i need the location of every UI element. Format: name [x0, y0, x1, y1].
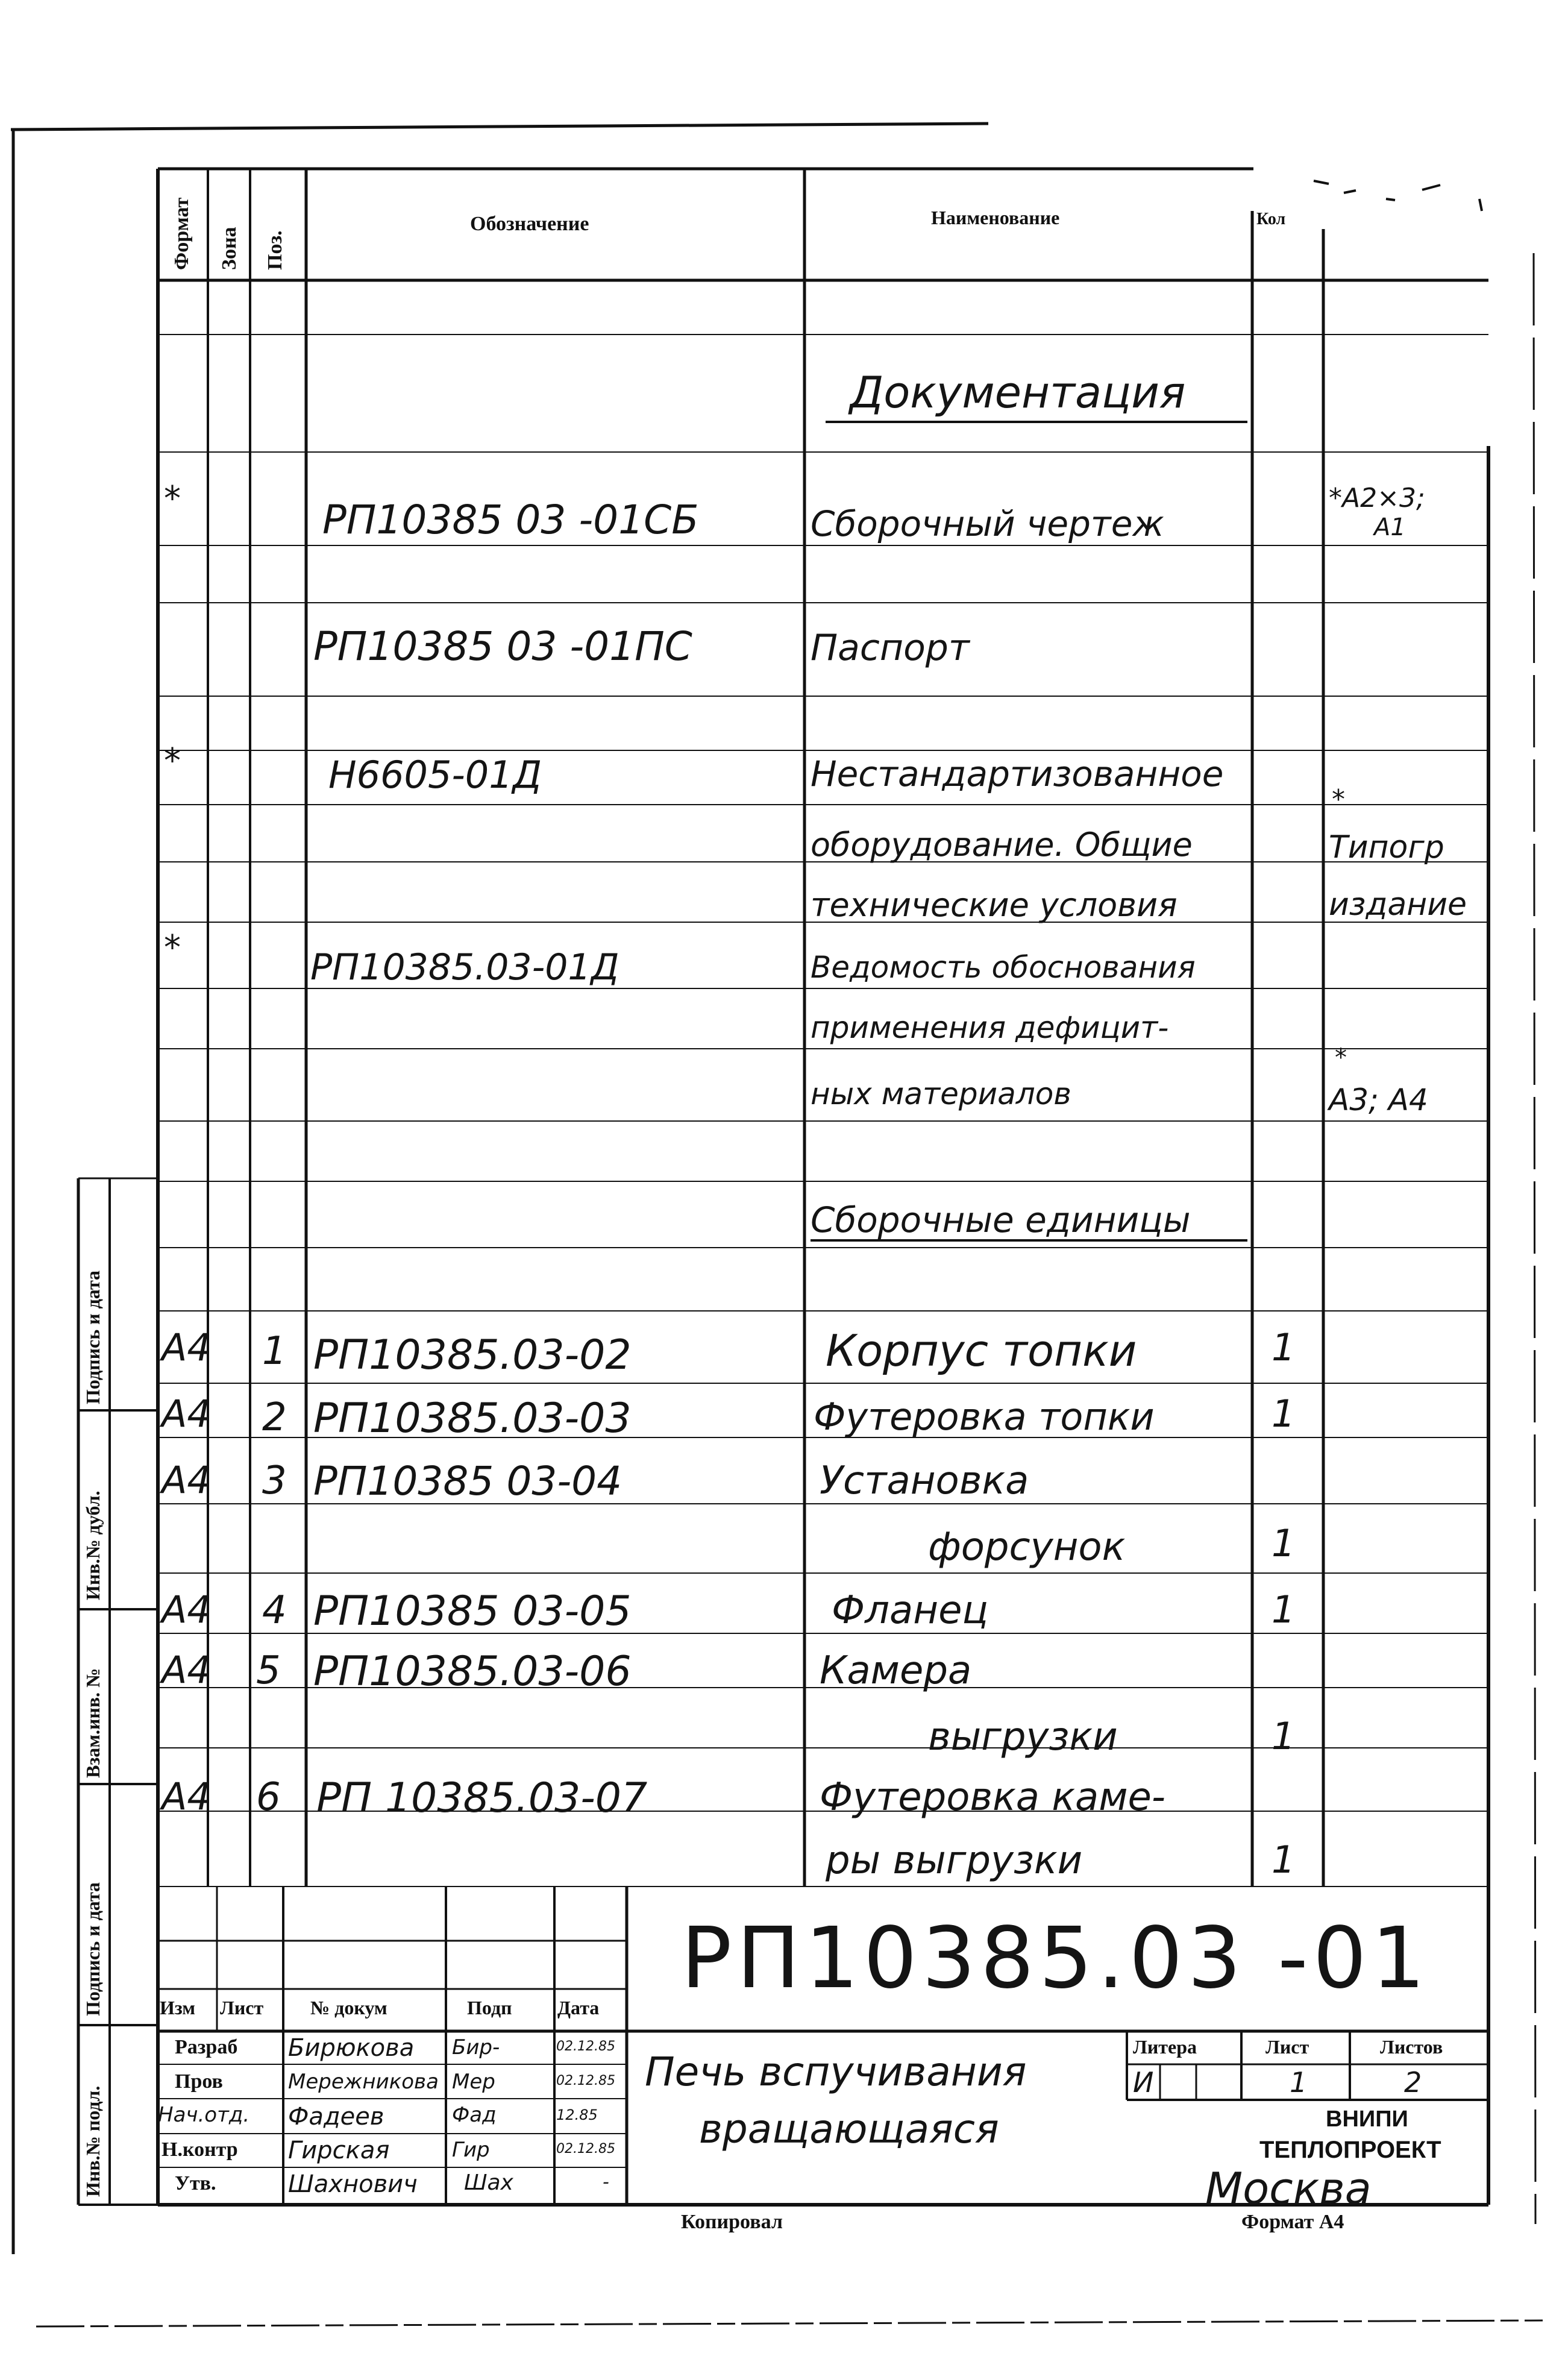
role-person: Шахнович [288, 2170, 418, 2198]
litera-value: И [1133, 2066, 1154, 2099]
assembly-row-name: Камера [820, 1648, 972, 1693]
assembly-row-format: А4 [162, 1648, 211, 1692]
doc-row-name: применения дефицит- [811, 1010, 1169, 1045]
role-person: Гирская [288, 2137, 390, 2164]
assembly-row-pos: 3 [262, 1459, 287, 1503]
assembly-row-name: выгрузки [928, 1715, 1118, 1759]
role-label: Утв. [175, 2172, 216, 2194]
doc-row-designation: РП10385 03 -01ПС [313, 623, 692, 670]
assembly-row-pos: 5 [256, 1648, 281, 1693]
assembly-row-designation: РП 10385.03-07 [316, 1774, 648, 1822]
side-sign-date-bottom: Подпись и дата [82, 1882, 104, 2016]
doc-row-note: А1 [1374, 514, 1406, 541]
litera-label: Литера [1133, 2036, 1197, 2058]
role-label: Н.контр [162, 2138, 238, 2161]
footer-format: Формат А4 [1241, 2211, 1344, 2233]
assembly-row-pos: 4 [262, 1588, 287, 1633]
doc-row-note: *А2×3; [1329, 483, 1425, 514]
col-header-list: Лист [220, 1997, 264, 2018]
doc-row-format: * [164, 928, 181, 967]
org-city: Москва [1205, 2163, 1372, 2214]
assembly-row-designation: РП10385.03-06 [313, 1648, 632, 1695]
doc-row-note: Типогр [1329, 829, 1444, 865]
doc-title: Печь вспучивания [645, 2049, 1027, 2095]
role-date: 12.85 [556, 2106, 598, 2123]
assembly-row-format: А4 [162, 1325, 211, 1369]
assembly-row-pos: 1 [262, 1329, 287, 1374]
section-documentation: Документация [850, 367, 1186, 418]
header-pos: Поз. [264, 230, 286, 270]
col-header-date: Дата [557, 1997, 600, 2018]
side-inv-dup: Инв.№ дубл. [82, 1491, 104, 1600]
col-header-izm: Изм [160, 1997, 196, 2018]
doc-row-name: ных материалов [811, 1076, 1071, 1111]
side-vzam-inv: Взам.инв. № [82, 1668, 104, 1778]
assembly-row-qty: 1 [1272, 1392, 1296, 1436]
doc-row-note: * [1332, 784, 1345, 815]
sheet-label: Лист [1265, 2036, 1309, 2058]
role-signature: Гир [452, 2138, 490, 2162]
assembly-row-designation: РП10385 03-05 [313, 1588, 632, 1635]
doc-row-name: оборудование. Общие [811, 826, 1193, 864]
assembly-row-qty: 1 [1272, 1838, 1296, 1882]
assembly-row-name: форсунок [928, 1525, 1126, 1569]
sheets-label: Листов [1380, 2036, 1443, 2058]
doc-number: РП10385.03 -01 [681, 1909, 1430, 2008]
section-assemblies: Сборочные единицы [811, 1199, 1191, 1240]
assembly-row-name: Фланец [832, 1588, 988, 1633]
doc-row-name: Сборочный чертеж [811, 503, 1164, 544]
sheets-value: 2 [1404, 2066, 1422, 2099]
doc-row-name: Паспорт [811, 627, 970, 669]
assembly-row-name: ры выгрузки [826, 1838, 1083, 1883]
doc-row-format: * [164, 741, 181, 781]
assembly-row-designation: РП10385.03-02 [313, 1331, 632, 1379]
header-name: Наименование [931, 207, 1060, 228]
assembly-row-name: Установка [820, 1459, 1029, 1503]
role-signature: Мер [452, 2070, 495, 2094]
header-designation: Обозначение [470, 213, 589, 235]
assembly-row-qty: 1 [1272, 1325, 1296, 1369]
assembly-row-format: А4 [162, 1392, 211, 1436]
assembly-row-format: А4 [162, 1458, 211, 1502]
doc-row-format: * [164, 479, 181, 518]
assembly-row-name: Корпус топки [826, 1325, 1137, 1376]
col-header-sign: Подп [467, 1997, 512, 2018]
assembly-row-pos: 6 [256, 1775, 281, 1820]
assembly-row-name: Футеровка каме- [820, 1775, 1165, 1820]
assembly-row-format: А4 [162, 1774, 211, 1818]
role-label: Пров [175, 2070, 223, 2093]
org-name: ТЕПЛОПРОЕКТ [1259, 2137, 1441, 2163]
sheet-value: 1 [1290, 2066, 1308, 2099]
col-header-doc: № докум [310, 1997, 387, 2018]
role-person: Мережникова [288, 2070, 439, 2094]
doc-row-name: Ведомость обоснования [811, 950, 1196, 985]
org-name: ВНИПИ [1326, 2106, 1408, 2132]
assembly-row-designation: РП10385.03-03 [313, 1395, 632, 1442]
role-date: 02.12.85 [556, 2141, 615, 2157]
assembly-row-qty: 1 [1272, 1588, 1296, 1632]
doc-row-note: * [1335, 1044, 1347, 1072]
doc-row-designation: Н6605-01Д [328, 753, 542, 797]
side-inv-orig: Инв.№ подл. [82, 2085, 104, 2197]
assembly-row-designation: РП10385 03-04 [313, 1458, 622, 1504]
header-format: Формат [171, 197, 193, 270]
header-zone: Зона [218, 227, 240, 270]
side-sign-date-top: Подпись и дата [82, 1270, 104, 1404]
role-label: Нач.отд. [158, 2103, 250, 2127]
assembly-row-name: Футеровка топки [814, 1395, 1155, 1439]
assembly-row-format: А4 [162, 1588, 211, 1632]
doc-row-designation: РП10385.03-01Д [310, 946, 619, 988]
doc-row-designation: РП10385 03 -01СБ [322, 497, 699, 543]
role-signature: Фад [452, 2103, 497, 2127]
role-person: Фадеев [288, 2103, 384, 2131]
role-label: Разраб [175, 2036, 238, 2058]
doc-row-name: технические условия [811, 886, 1178, 924]
header-qty: Кол [1256, 210, 1286, 228]
doc-title: вращающаяся [699, 2106, 999, 2152]
role-person: Бирюкова [288, 2034, 415, 2062]
role-signature: Бир- [452, 2035, 500, 2059]
assembly-row-pos: 2 [262, 1395, 287, 1440]
role-date: - [603, 2172, 609, 2193]
doc-row-note: А3; А4 [1329, 1082, 1428, 1117]
role-date: 02.12.85 [556, 2073, 615, 2088]
doc-row-name: Нестандартизованное [811, 753, 1224, 794]
assembly-row-qty: 1 [1272, 1714, 1296, 1758]
assembly-row-qty: 1 [1272, 1521, 1296, 1565]
role-date: 02.12.85 [556, 2039, 615, 2054]
footer-copied: Копировал [681, 2211, 783, 2233]
doc-row-note: издание [1329, 887, 1467, 923]
role-signature: Шах [464, 2170, 513, 2195]
